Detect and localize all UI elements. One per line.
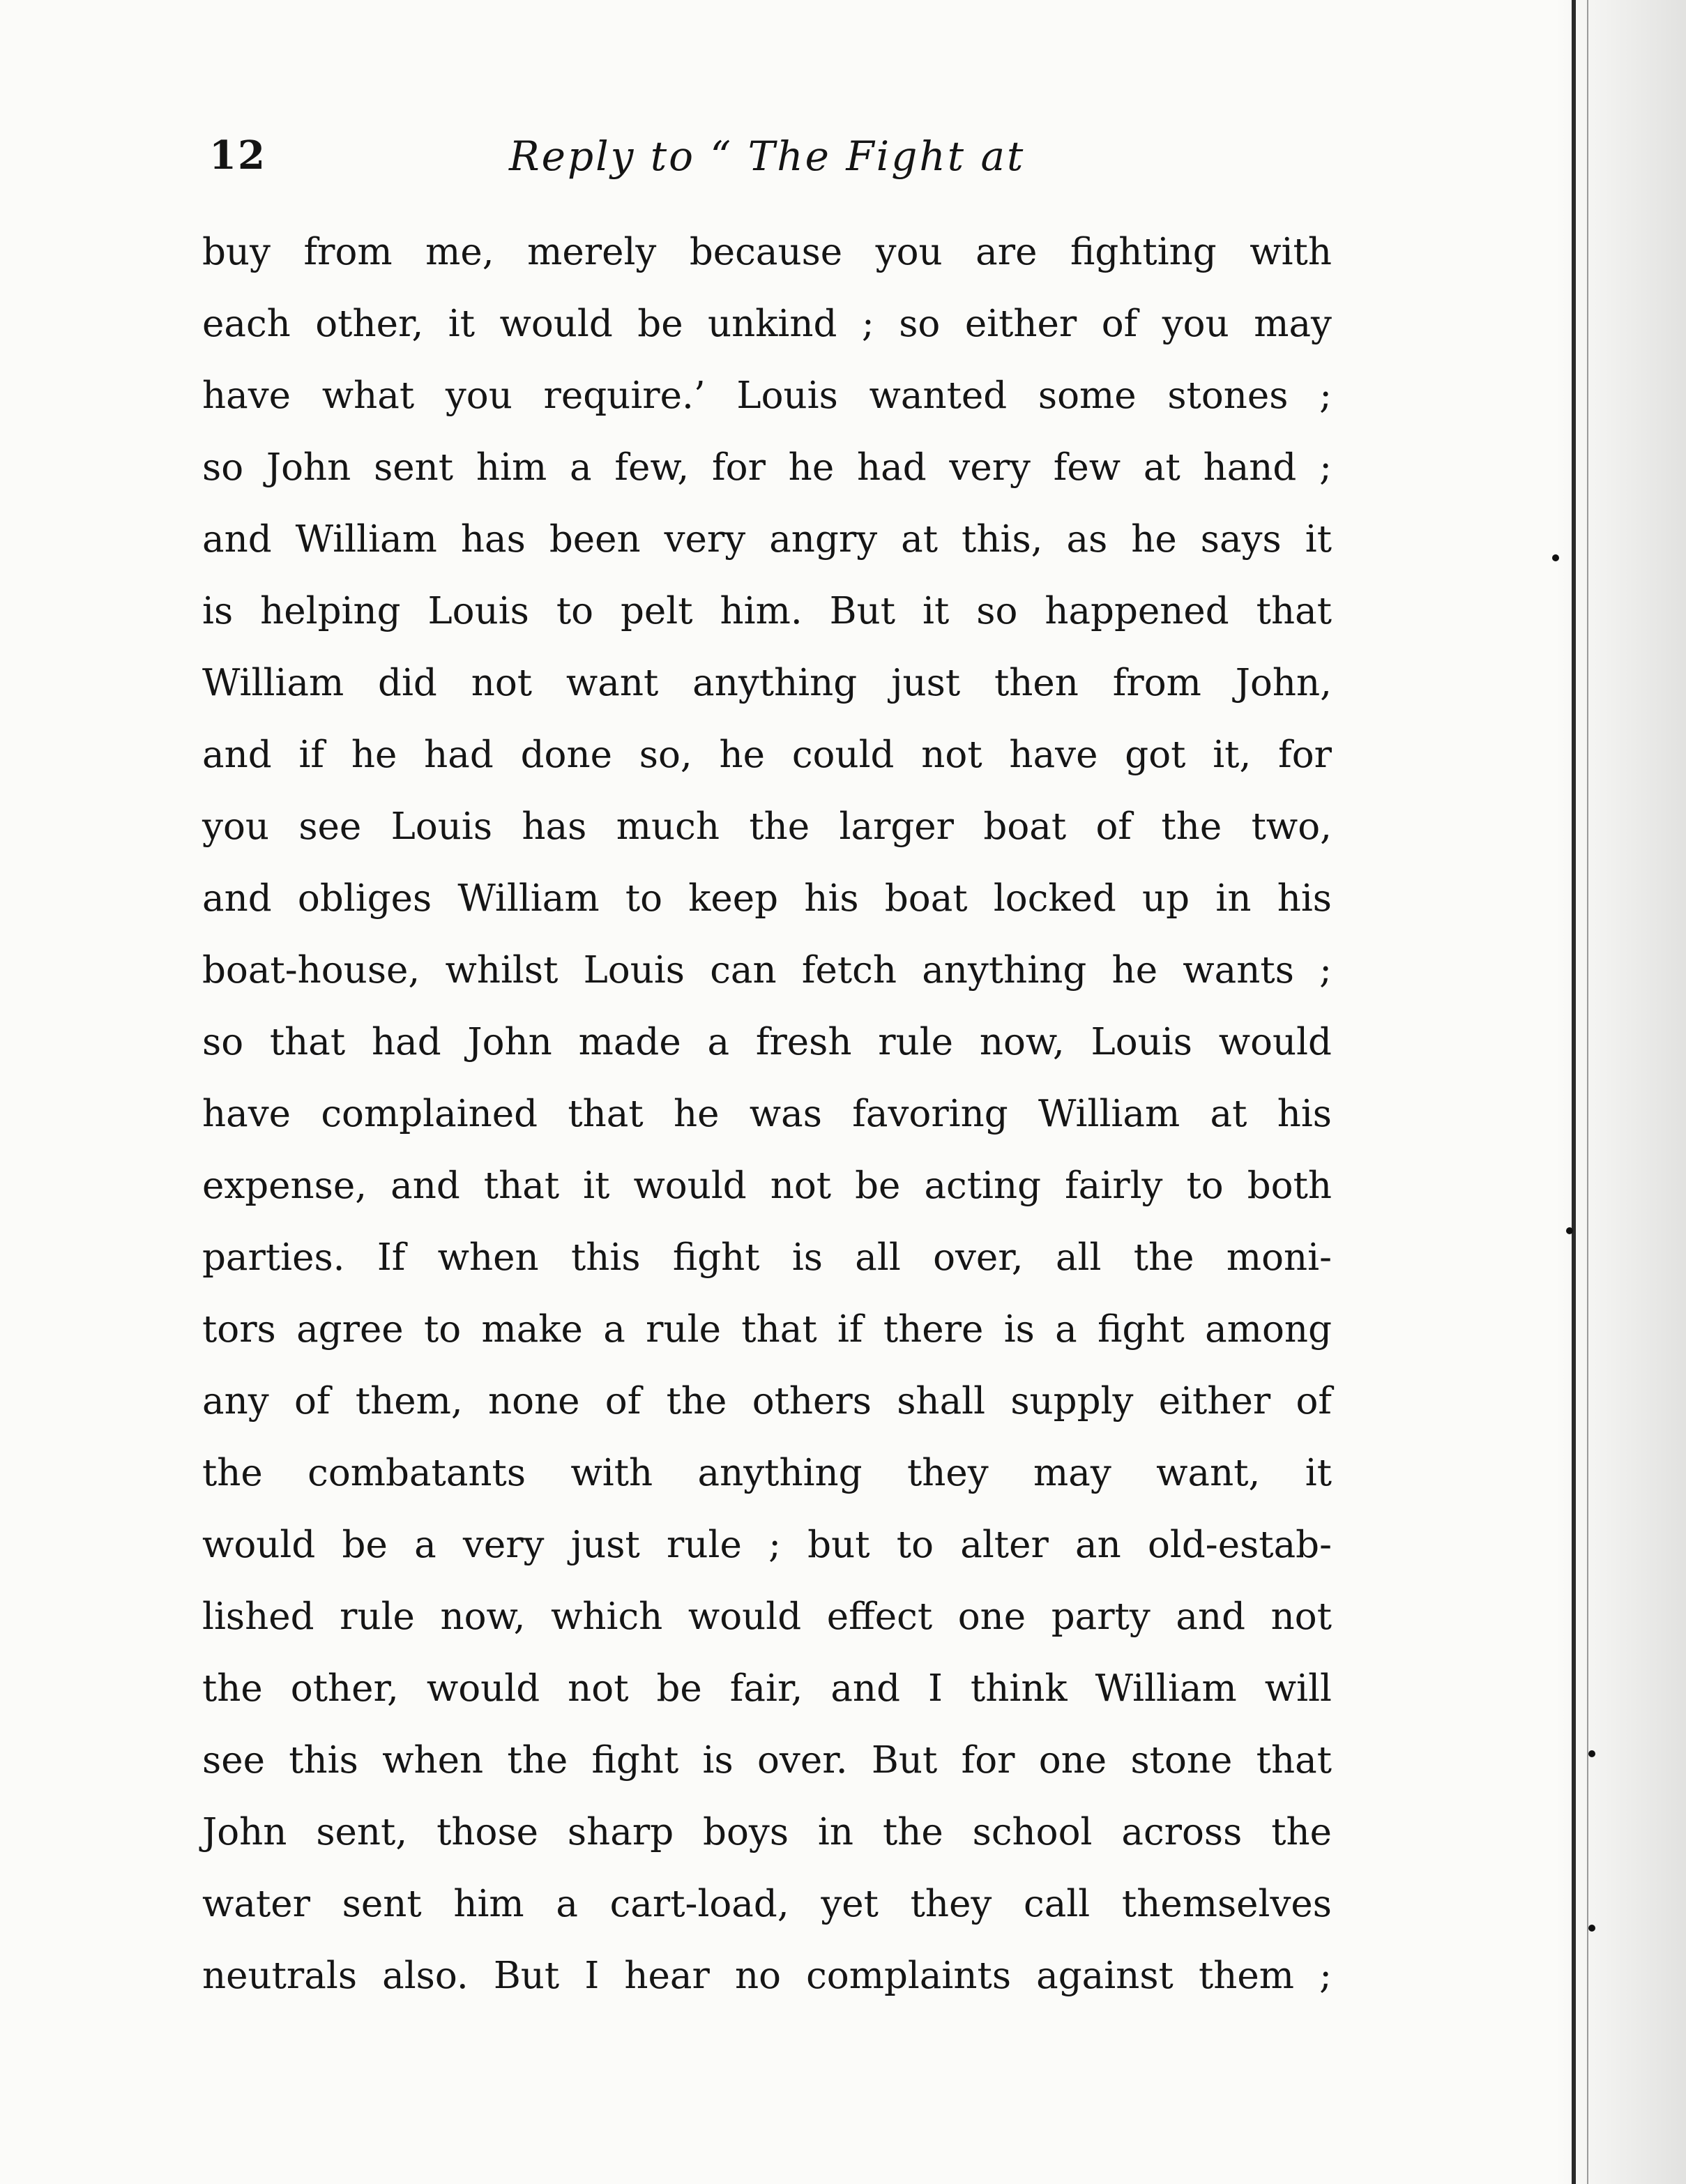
page-header <box>209 132 1325 195</box>
text-line: tors agree to make a rule that if there is a fight among <box>202 1308 1332 1351</box>
page-edge-line-secondary <box>1587 0 1588 2184</box>
text-line: John sent, those sharp boys in the school across the <box>202 1811 1332 1853</box>
text-line: see this when the fight is over. But for one stone that <box>202 1739 1332 1782</box>
text-line: and William has been very angry at this, as he says it <box>202 518 1332 561</box>
text-line: and if he had done so, he could not have got it, for <box>202 734 1332 776</box>
text-line: have what you require.’ Louis wanted some stones ; <box>202 374 1332 417</box>
ink-speck <box>1588 1750 1595 1757</box>
text-line: have complained that he was favoring William at his <box>202 1093 1332 1135</box>
text-line: is helping Louis to pelt him. But it so happened that <box>202 590 1332 632</box>
text-line: so that had John made a fresh rule now, Louis would <box>202 1021 1332 1063</box>
page-edge-line <box>1572 0 1576 2184</box>
text-line: so John sent him a few, for he had very few at hand ; <box>202 446 1332 489</box>
text-line: water sent him a cart-load, yet they call themselves <box>202 1883 1332 1925</box>
body-text <box>202 216 1332 2012</box>
text-line: William did not want anything just then from John, <box>202 662 1332 704</box>
ink-speck <box>1588 1925 1595 1932</box>
text-line: the combatants with anything they may want, it <box>202 1452 1332 1494</box>
text-line: boat-house, whilst Louis can fetch anything he wants ; <box>202 949 1332 992</box>
text-line: lished rule now, which would effect one party and not <box>202 1595 1332 1638</box>
text-line: expense, and that it would not be acting fairly to both <box>202 1165 1332 1207</box>
text-line: buy from me, merely because you are fighting with <box>202 231 1332 273</box>
text-line: you see Louis has much the larger boat of the two, <box>202 805 1332 848</box>
text-line: the other, would not be fair, and I think William will <box>202 1667 1332 1710</box>
text-line: any of them, none of the others shall supply either of <box>202 1380 1332 1423</box>
text-line: neutrals also. But I hear no complaints against them ; <box>202 1955 1332 1997</box>
text-line: and obliges William to keep his boat locked up in his <box>202 877 1332 920</box>
text-line: would be a very just rule ; but to alter an old-estab- <box>202 1524 1332 1566</box>
text-line: parties. If when this fight is all over, all the moni- <box>202 1236 1332 1279</box>
running-head: Reply to “ The Fight at <box>509 132 1026 180</box>
ink-speck <box>1566 1227 1573 1234</box>
ink-speck <box>1552 554 1559 561</box>
page-number: 12 <box>209 132 266 179</box>
text-line: each other, it would be unkind ; so either of you may <box>202 303 1332 345</box>
